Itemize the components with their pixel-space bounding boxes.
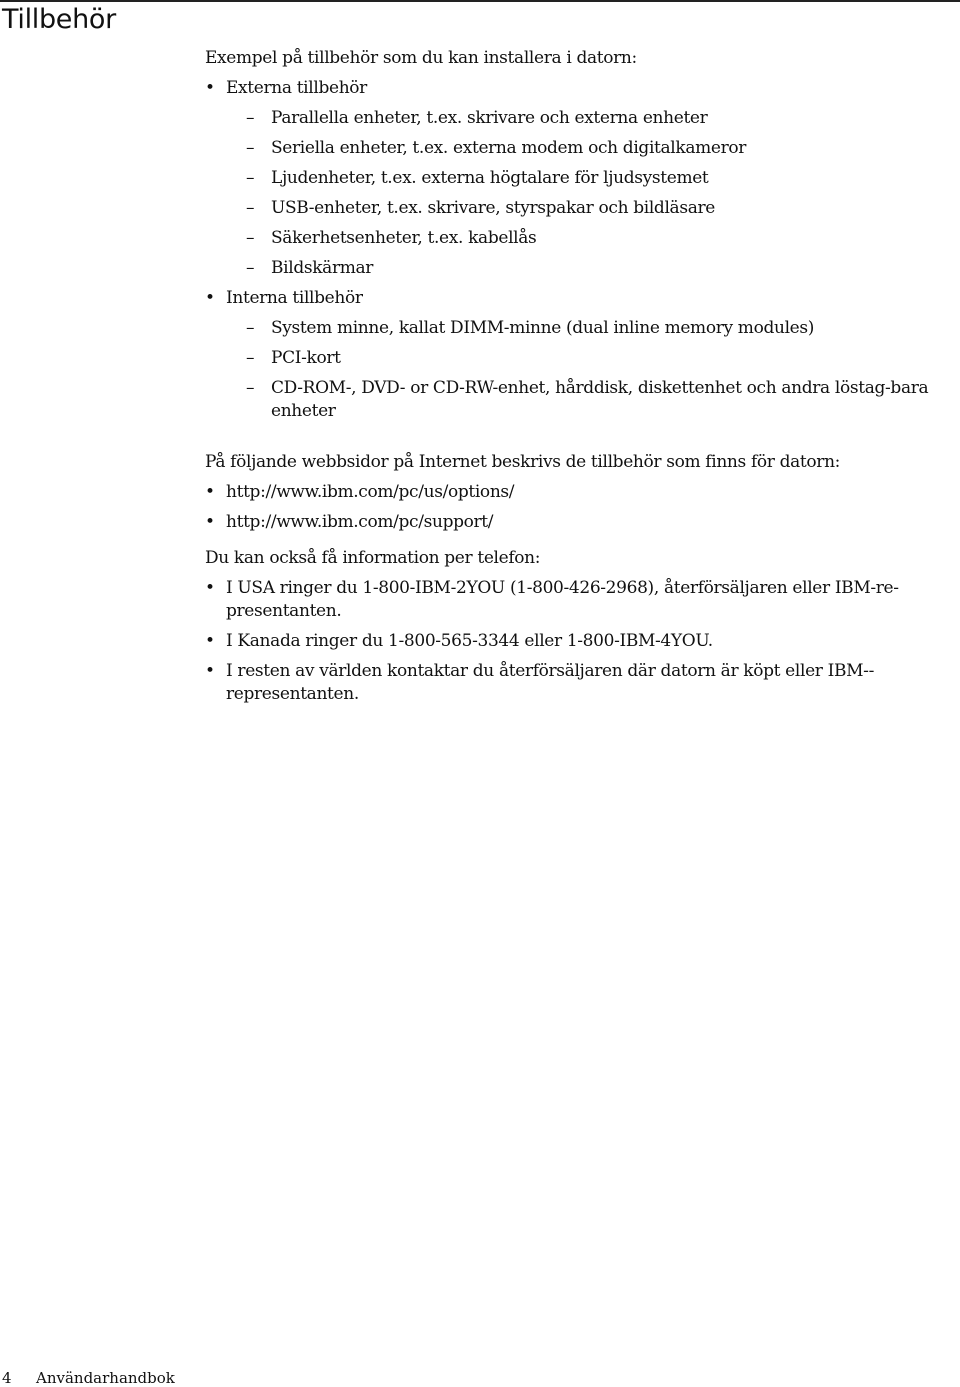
bullet-mark: • xyxy=(205,661,215,681)
list-item xyxy=(226,257,940,280)
list-item-text: CD-ROM-, DVD- or CD-RW-enhet, hårddisk, diskettenhet och andra löstag-bara enheter xyxy=(271,378,929,421)
list-item-text: Parallella enheter, t.ex. skrivare och externa enheter xyxy=(271,108,708,128)
phone-list xyxy=(205,577,940,706)
top-rule xyxy=(0,0,960,2)
bullet-mark: • xyxy=(205,288,215,308)
dash-mark: – xyxy=(246,108,255,128)
dash-mark: – xyxy=(246,198,255,218)
web-link[interactable]: http://www.ibm.com/pc/us/options/ xyxy=(226,482,515,502)
external-heading: Externa tillbehör xyxy=(226,78,367,98)
dash-mark: – xyxy=(246,318,255,338)
page-body xyxy=(205,47,940,706)
list-item-text: I USA ringer du 1-800-IBM-2YOU (1-800-426-2968), återförsäljaren eller IBM-representanten. xyxy=(226,578,900,621)
list-item-text: I resten av världen kontaktar du återförsäljaren där datorn är köpt eller IBM-representanten. xyxy=(226,661,875,704)
phone-intro: Du kan också få information per telefon: xyxy=(205,548,541,568)
list-item xyxy=(205,577,940,623)
list-item-text: Seriella enheter, t.ex. externa modem och digitalkameror xyxy=(271,138,747,158)
list-item-text: I Kanada ringer du 1-800-565-3344 eller 1-800-IBM-4YOU. xyxy=(226,631,713,651)
internal-list xyxy=(226,317,940,423)
bullet-mark: • xyxy=(205,631,215,651)
book-title: Användarhandbok xyxy=(36,1369,175,1387)
list-item xyxy=(226,197,940,220)
list-item xyxy=(205,630,940,653)
accessories-list xyxy=(205,77,940,423)
dash-mark: – xyxy=(246,228,255,248)
dash-mark: – xyxy=(246,258,255,278)
list-item xyxy=(205,660,940,706)
web-links-list xyxy=(205,481,940,534)
list-item xyxy=(226,317,940,340)
list-item xyxy=(226,347,940,370)
page-title: Tillbehör xyxy=(2,4,116,35)
list-item-text: USB-enheter, t.ex. skrivare, styrspakar och bildläsare xyxy=(271,198,715,218)
list-item xyxy=(205,481,940,504)
list-item-text: System minne, kallat DIMM-minne (dual inline memory modules) xyxy=(271,318,815,338)
list-item xyxy=(226,377,940,423)
internal-accessories xyxy=(205,287,940,423)
dash-mark: – xyxy=(246,168,255,188)
page-number: 4 xyxy=(2,1369,12,1387)
list-item xyxy=(226,167,940,190)
list-item xyxy=(226,137,940,160)
list-item-text: Bildskärmar xyxy=(271,258,374,278)
web-link[interactable]: http://www.ibm.com/pc/support/ xyxy=(226,512,494,532)
external-accessories xyxy=(205,77,940,280)
external-list xyxy=(226,107,940,280)
list-item xyxy=(226,227,940,250)
bullet-mark: • xyxy=(205,578,215,598)
dash-mark: – xyxy=(246,378,255,398)
accessories-intro: Exempel på tillbehör som du kan installera i datorn: xyxy=(205,48,637,68)
bullet-mark: • xyxy=(205,482,215,502)
list-item xyxy=(205,511,940,534)
list-item-text: Ljudenheter, t.ex. externa högtalare för ljudsystemet xyxy=(271,168,709,188)
list-item-text: Säkerhetsenheter, t.ex. kabellås xyxy=(271,228,537,248)
dash-mark: – xyxy=(246,348,255,368)
bullet-mark: • xyxy=(205,78,215,98)
bullet-mark: • xyxy=(205,512,215,532)
internal-heading: Interna tillbehör xyxy=(226,288,363,308)
dash-mark: – xyxy=(246,138,255,158)
list-item-text: PCI-kort xyxy=(271,348,341,368)
list-item xyxy=(226,107,940,130)
web-intro: På följande webbsidor på Internet beskrivs de tillbehör som finns för datorn: xyxy=(205,452,841,472)
